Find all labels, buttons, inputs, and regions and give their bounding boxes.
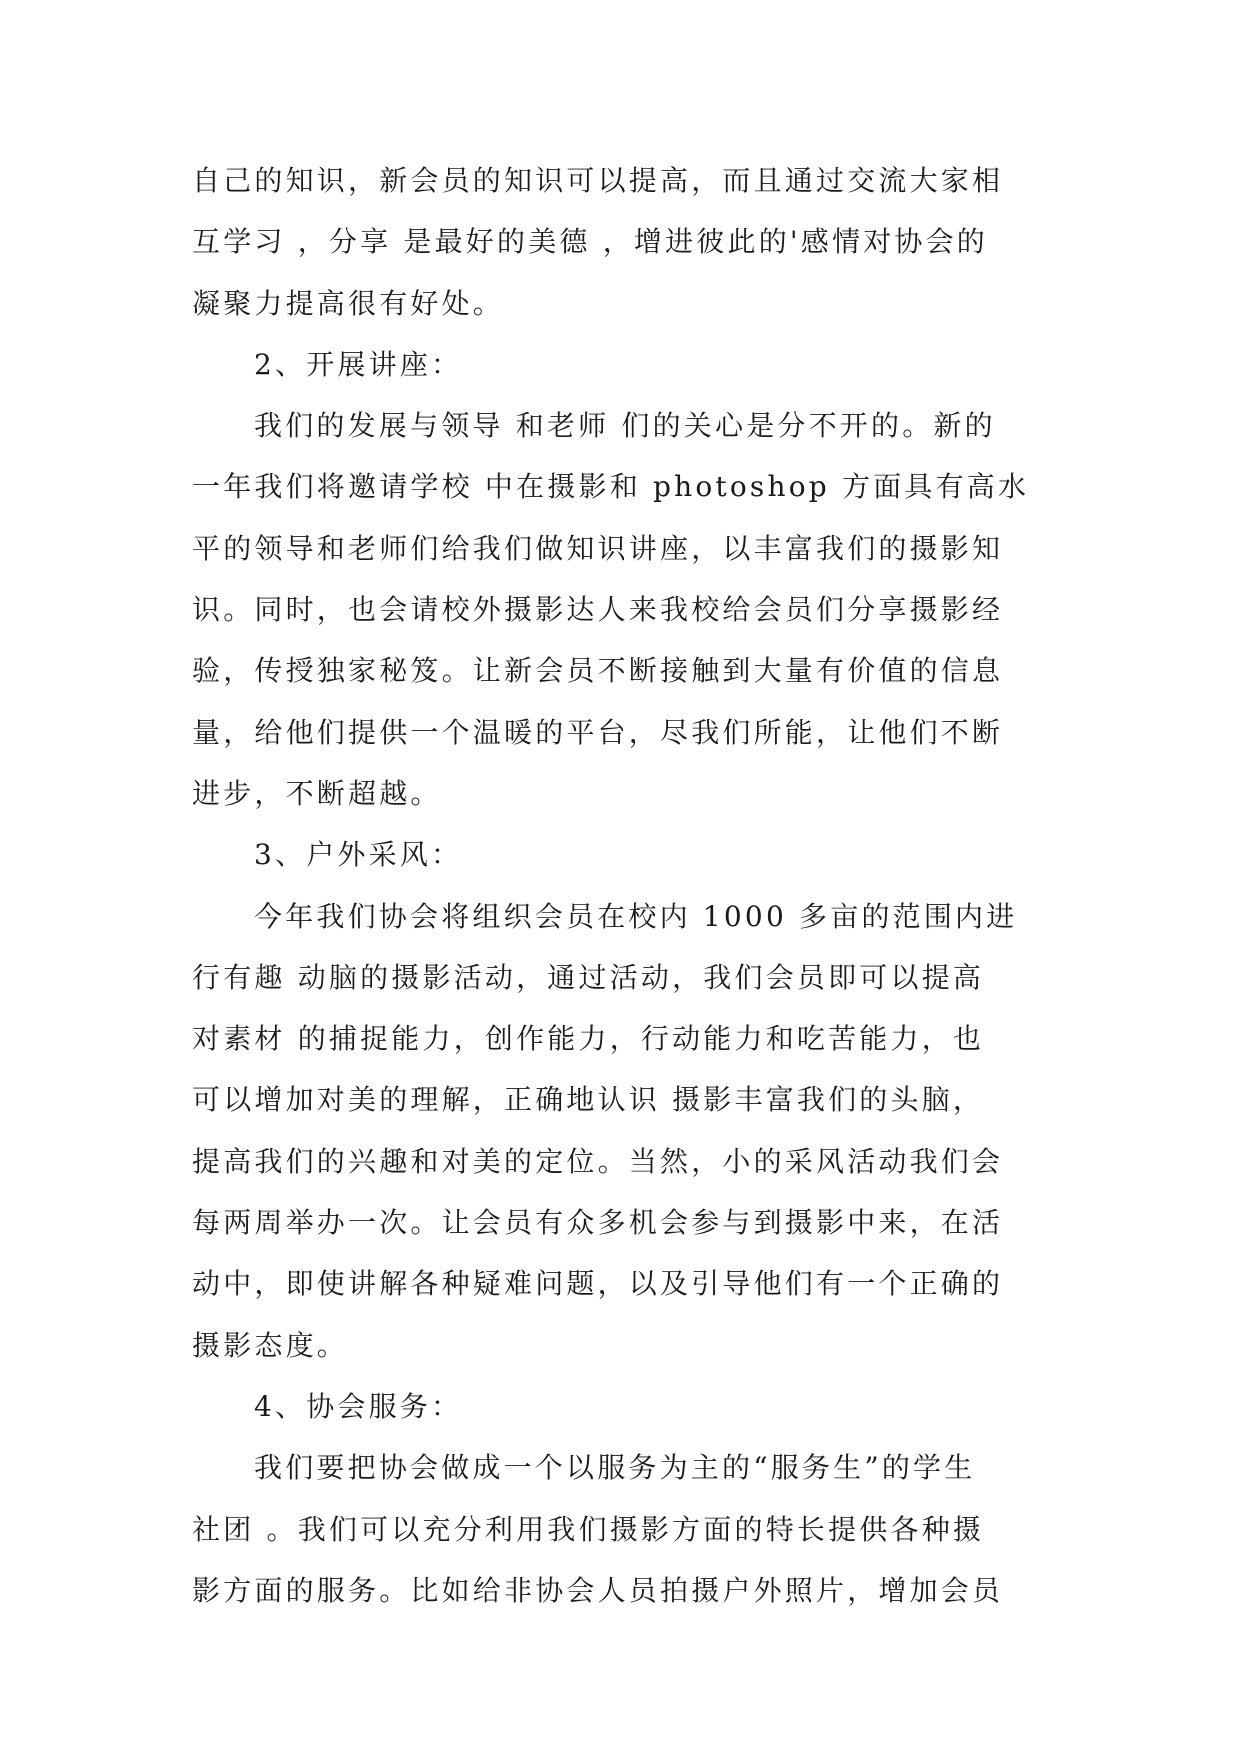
section-heading-outdoor: 3、户外采风：	[254, 838, 463, 872]
text-line: 提高我们的兴趣和对美的定位。当然，小的采风活动我们会	[192, 1144, 1004, 1178]
text-line: 社团 。我们可以充分利用我们摄影方面的特长提供各种摄	[192, 1512, 985, 1546]
text-line: 互学习 ，分享 是最好的美德 ，增进彼此的'感情对协会的	[192, 225, 989, 259]
text-line: 行有趣 动脑的摄影活动，通过活动，我们会员即可以提高	[192, 960, 985, 994]
text-line: 对素材 的捕捉能力，创作能力，行动能力和吃苦能力，也	[192, 1022, 985, 1056]
text-line: 动中，即使讲解各种疑难问题，以及引导他们有一个正确的	[192, 1267, 1004, 1301]
document-body	[192, 150, 1052, 1621]
text-line: 量，给他们提供一个温暖的平台，尽我们所能，让他们不断	[192, 715, 1004, 749]
text-line: 可以增加对美的理解，正确地认识 摄影丰富我们的头脑，	[192, 1083, 985, 1117]
text-line: 自己的知识，新会员的知识可以提高，而且通过交流大家相	[192, 164, 1004, 197]
text-line: 今年我们协会将组织会员在校内 1000 多亩的范围内进	[254, 899, 1018, 933]
text-line: 进步，不断超越。	[192, 776, 442, 810]
text-line: 一年我们将邀请学校 中在摄影和 photoshop 方面具有高水	[192, 470, 1030, 504]
section-heading-lectures: 2、开展讲座：	[254, 347, 463, 381]
text-line: 摄影态度。	[192, 1328, 349, 1362]
text-line: 平的领导和老师们给我们做知识讲座，以丰富我们的摄影知	[192, 531, 1004, 565]
text-line: 影方面的服务。比如给非协会人员拍摄户外照片，增加会员	[192, 1573, 1004, 1607]
text-line: 我们要把协会做成一个以服务为主的“服务生”的学生	[254, 1451, 976, 1485]
text-line: 识。同时，也会请校外摄影达人来我校给会员们分享摄影经	[192, 593, 1004, 627]
text-line: 我们的发展与领导 和老师 们的关心是分不开的。新的	[254, 409, 996, 443]
text-line: 每两周举办一次。让会员有众多机会参与到摄影中来，在活	[192, 1206, 1004, 1240]
text-line: 验，传授独家秘笈。让新会员不断接触到大量有价值的信息	[192, 654, 1004, 688]
section-heading-services: 4、协会服务：	[254, 1389, 463, 1423]
text-line: 凝聚力提高很有好处。	[192, 286, 505, 320]
